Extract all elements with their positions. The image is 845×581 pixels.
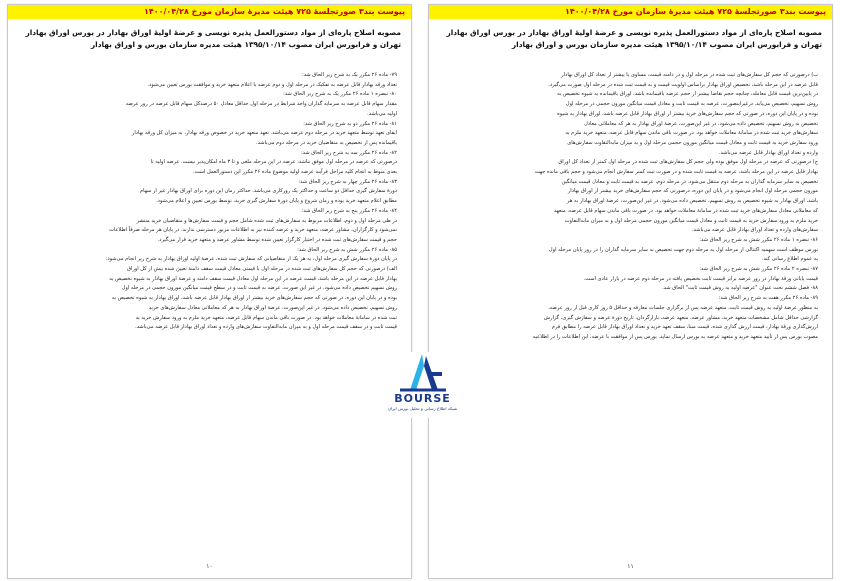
paragraph-line: در پایین‌ترین قیمت قابل معامله، چنانچه حجم تقاضا بیشتر از حجم عرضه باقیمانده باشد، اوراق باقیمانده به شیوه تخصیص به (557, 91, 818, 98)
paragraph-line: خرید ملزم به ورود سفارش خرید به قیمت ثابت و معادل قیمت میانگین موزون حجمی مرحله اول و به میزان مابه‌التفاوت (564, 217, 818, 224)
paragraph-line: گزارشی حداقل شامل مشخصات متعهد خرید، مشاور عرضه، متعهد عرضه، بازارگردان، تاریخ دورهٔ عرضه و سفارش گیری، گزارش (543, 314, 818, 321)
bourse-logo (380, 352, 465, 418)
paragraph-line: باشد، اوراق بهادار به شیوه تخصیص به روش تسهیم، تخصیص داده می‌شود. در غیر این‌صورت، عرضهٔ اوراق بهادار به هر (566, 198, 818, 205)
bourse-logo-icon (380, 352, 465, 396)
title-line-2: تهران و فرابورس ایران مصوب ۱۳۹۵/۱۰/۱۴ هیئت مدیره سازمان بورس و اوراق بهادار (90, 40, 401, 49)
page-header-banner: پیوست بند۳ صورتجلسهٔ ۷۲۵ هیئت مدیرهٔ سازمان مورخ ۱۴۰۰/۰۴/۲۸ (429, 5, 832, 19)
paragraph-line: ۷۹- ماده ۲۶ مکرر یک به شرح زیر الحاق شد: (301, 72, 397, 78)
paragraph-line: قیمت ثابت و در سقف قیمت مرحله اول و به میزان مابه‌التفاوت سفارش‌های وارده و تعداد اوراق بهادار قابل عرضه می‌باشد. (135, 324, 397, 331)
document-body (26, 71, 397, 558)
paragraph-line: ورود سفارش خرید به قیمت ثابت و معادل قیمت میانگین موزون حجمی مرحله اول و به میزان مابه‌التفاوت سفارش‌های (567, 139, 818, 146)
paragraph-line: مصوب بورس پس از تأیید متعهد خرید و متعهد عرضه به بورس ارسال نماید. بورس پس از موافقت با عرضه، این اطلاعات را در اطلاعیه (532, 333, 818, 340)
paragraph-line: مقدار سهام قابل عرضه به سرمایه گذاران واجد شرایط در مرحله اول حداقل معادل ۵۰ درصدکل سهام قابل عرضه در روز عرضه (125, 101, 397, 108)
paragraph-line: درصورتی که عرضه در مرحله اول موفق نباشد، عرضه در این مرحله ملغی و تا ۳ ماه امکان‌پذیر نیست. عرضه اولیه تا (150, 159, 397, 166)
paragraph-line: ۸۴- ماده ۲۶ مکرر پنج به شرح زیر الحاق شد: (301, 207, 397, 214)
paragraph-line: تخصیص به سایر سرمایه گذاران به مرحله دوم منتقل می‌شود. در مرحله دوم، عرضه به قیمت ثابت و معادل قیمت میانگین (561, 178, 818, 185)
paragraph-line: در پایان دورهٔ سفارش گیری مرحله اول، به هر یک از متقاضیانی که سفارش ثبت شده، عرضهٔ اولیه اوراق بهادار به شرح زیر انجام می‌شود: (105, 256, 397, 263)
paragraph-line: روش تسهیم، تخصیص داده می‌شود. در غیر این‌صورت، عرضهٔ اوراق بهادار به هر که معاملاتی معادل سفارش‌های خرید (148, 304, 397, 311)
page-number: ۱۱ (627, 563, 634, 570)
logo-subtitle: شبکه اطلاع رسانی و تحلیل بورس ایران (387, 406, 458, 411)
paragraph-line: که معاملاتی معادل سفارش‌های خرید ثبت شده در سامانهٔ معاملات خواهد بود. در صورت باقی ماندن سهام قابل عرضه، متعهد (553, 207, 818, 214)
paragraph-line: ۸۳- ماده ۲۶ مکرر چهار به شرح زیر الحاق شد: (298, 178, 397, 185)
paragraph-line: ۸۰- تبصره ۱ ماده ۲۶ مکرر یک به شرح زیر الحاق شد: (283, 91, 397, 98)
paragraph-line: سفارش‌های خرید ثبت شده در سامانهٔ معاملات خواهد بود. در صورت باقی ماندن سهام قابل عرضه، متعهد خرید ملزم به (565, 130, 818, 137)
paragraph-line: الف) درصورتی که حجم کل سفارش‌های ثبت شده در مرحله اول با قیمتی معادل قیمت سقف دامنهٔ تعیین شده بیش از کل اوراق (126, 266, 397, 273)
document-title (18, 27, 401, 51)
paragraph-line: موزون حجمی مرحله اول انجام می‌شود و در پایان این دوره، درصورتی که حجم سفارش‌های خرید بیشتر از اوراق بهادار (567, 188, 818, 195)
paragraph-line: روش تسهیم تخصیص داده می‌شود. در غیر این صورت، عرضه به قیمت ثابت و در سطح قیمت میانگین موزون حجمی در مرحله اول (121, 285, 397, 292)
paragraph-line: به عموم اطلاع رسانی کند. (761, 256, 818, 263)
title-line-1: مصوبه اصلاح پاره‌ای از مواد دستورالعمل پذیره نویسی و عرضهٔ اولیهٔ اوراق بهادار در بورس اوراق بهادار (446, 28, 822, 37)
paragraph-line: ج) درصورتی که عرضه در مرحله اول موفق بوده ولی حجم کل سفارش‌های ثبت شده در مرحله اول کمتر از تعداد کل اوراق (558, 159, 818, 166)
paragraph-line: تخصیص به روش تسهیم، تخصیص داده می‌شود. در غیر این‌صورت، عرضهٔ اوراق بهادار به هر که معاملاتی معادل (584, 120, 818, 127)
document-page-left (7, 4, 412, 579)
paragraph-line: وارده و تعداد اوراق بهادار قابل عرضه می‌باشد. (718, 149, 818, 156)
paragraph-line: در طی مرحله اول و دوم، اطلاعات مربوط به سفارش‌های ثبت شده شامل حجم و قیمت سفارش‌ها و متقاضیان خرید منتشر (136, 217, 397, 224)
document-title (439, 27, 822, 51)
paragraph-line: مطابق اعلام متعهد خرید بوده و زمان شروع و پایان دورهٔ سفارش گیری خرید، توسط بورس تعیین و اعلام می‌شود. (156, 198, 397, 205)
paragraph-line: ۸۶- تبصره ۱ ماده ۲۶ مکرر شش به شرح زیر الحاق شد: (699, 236, 818, 243)
paragraph-line: نمی‌شود و کارگزاران، مشاور عرضه، متعهد خرید و عرضه کننده نیز به اطلاعات مزبور دسترسی ندارند. در پایان هر مرحله صرفاً اطلاعات (109, 227, 397, 234)
document-body (447, 71, 818, 558)
paragraph-line: ۸۹- ماده ۲۶ مکرر هفت به شرح زیر الحاق شد: (718, 295, 818, 302)
paragraph-line: بهادار قابل عرضه در این مرحله باشد، قیمت عرضه در این مرحله اول معادل قیمت سقف دامنه و عرضهٔ اوراق بهادار به شیوه تخصیص به (109, 275, 397, 282)
paragraph-line: ۸۸- فصل ششم تحت عنوان "عرضه اولیه به روش قیمت ثابت" الحاق شد. (662, 285, 818, 292)
paragraph-line: دورهٔ سفارش گیری حداقل دو ساعت و حداکثر یک روزکاری می‌باشد. حداکثر زمان این دوره برای اوراق بهادار غیر از سهام (139, 188, 397, 195)
paragraph-line: ب) درصورتی که حجم کل سفارش‌های ثبت شده در مرحله اول و در دامنه قیمت، مساوی یا بیشتر از تعداد کل اوراق بهادار (561, 72, 818, 78)
paragraph-line: ۸۷- تبصره ۲ ماده ۲۶ مکرر شش به شرح زیر الحاق شد: (699, 266, 818, 273)
paragraph-line: باقیمانده پس از تخصیص به متقاضیان خرید در مرحله دوم می‌باشد. (255, 139, 397, 146)
paragraph-line: بوده و در پایان این دوره، در صورتی که حجم سفارش‌های خرید بیشتر از اوراق بهادار قابل عرضه باشد، اوراق بهادار به شیوه تخصیص به (111, 295, 397, 302)
document-page-right (428, 4, 833, 579)
paragraph-line: حجم و قیمت سفارش‌های ثبت شده در اختیار کارگزار تعیین شده توسط مشاور عرضه و متعهد خرید قرار می‌گیرد. (157, 236, 397, 243)
paragraph-line: اولیه می‌باشد. (367, 110, 397, 117)
paragraph-line: بعدی منوط به انجام کلیه مراحل فرآیند عرضه اولیه موضوع ماده ۲۶ مکرر این دستورالعمل است. (193, 169, 397, 176)
paragraph-line: روش تسهیم، تخصیص می‌یابد. درغیراینصورت، عرضه به قیمت ثابت و معادل قیمت میانگین موزون حجمی در مرحله اول (565, 101, 818, 108)
paragraph-line: قیمت پایانی ورقهٔ بهادار در روز عرضه برابر قیمت ثابت تخصیص یافته در مرحله دوم عرضه در بازار عادی است. (583, 275, 818, 282)
title-line-1: مصوبه اصلاح پاره‌ای از مواد دستورالعمل پذیره نویسی و عرضهٔ اولیهٔ اوراق بهادار در بورس اوراق بهادار (25, 28, 401, 37)
paragraph-line: به منظور عرضهٔ اولیه به روش قیمت ثابت، متعهد عرضه پس از برگزاری جلسات معارفه و حداقل ۵ روز کاری قبل از روز عرضه، (548, 304, 818, 311)
paragraph-line: ارزش‌گذاری ورقهٔ بهادار، قیمت ارزش گذاری شده، قیمت مبنا، سقف تعهد خرید و تعداد اوراق بهادار قابل عرضه را مطابق فرم (551, 324, 818, 331)
title-line-2: تهران و فرابورس ایران مصوب ۱۳۹۵/۱۰/۱۴ هیئت مدیره سازمان بورس و اوراق بهادار (511, 40, 822, 49)
paragraph-line: ۸۲- ماده ۲۶ مکرر سه به شرح زیر الحاق شد: (300, 149, 397, 156)
paragraph-line: بورس موظف است سهمیه اکتتالی از مرحله اول به مرحله دوم جهت تخصیص به سایر سرمایه گذاران را در روز پایان مرحله اول (548, 246, 818, 253)
logo-wordmark: BOURSE (394, 392, 451, 405)
page-header-banner: پیوست بند۳ صورتجلسهٔ ۷۲۵ هیئت مدیرهٔ سازمان مورخ ۱۴۰۰/۰۴/۲۸ (8, 5, 411, 19)
paragraph-line: ۸۱- ماده ۲۶ مکرر دو به شرح زیر الحاق شد: (303, 120, 397, 127)
paragraph-line: ثبت شده در سامانهٔ معاملات خواهد بود. در صورت باقی ماندن سهام قابل عرضه، متعهد خرید ملزم به ورود سفارش خرید به (135, 314, 397, 321)
paragraph-line: سفارش‌های وارده و تعداد اوراق بهادار قابل عرضه می‌باشد. (691, 227, 818, 234)
page-number: ۱۰ (206, 563, 213, 570)
paragraph-line: بهادار قابل عرضه در این مرحله باشد، عرضه به قیمت ثابت شده و در صورت ثبت کمتر سفارش انجام می‌شود و حجم باقی مانده جهت (534, 169, 818, 176)
paragraph-line: قابل عرضه در این مرحله باشد، تخصیص اوراق بهادار براساس اولویت قیمت و به قیمت ثبت شده در مرحله اول صورت می‌گیرد. (548, 81, 818, 88)
paragraph-line: ایفای تعهد توسط متعهد خرید در مرحله دوم عرضه می‌باشد. تعهد متعهد خرید در خصوص ورقه بهادار، به میزان کل ورقه بهادار (131, 130, 397, 137)
paragraph-line: تعداد ورقه بهادار قابل عرضه به تفکیک در مرحله اول و دوم عرضه با اعلام متعهد خرید و موافقت بورس تعیین می‌شود. (147, 81, 397, 88)
paragraph-line: ۸۵- ماده ۲۶ مکرر شش به شرح زیر الحاق شد: (297, 246, 397, 253)
paragraph-line: بوده و در پایان این دوره، در صورتی که حجم سفارش‌های خرید بیشتر از اوراق بهادار قابل عرضه باشد، اوراق بهادار به شیوه (557, 110, 818, 117)
